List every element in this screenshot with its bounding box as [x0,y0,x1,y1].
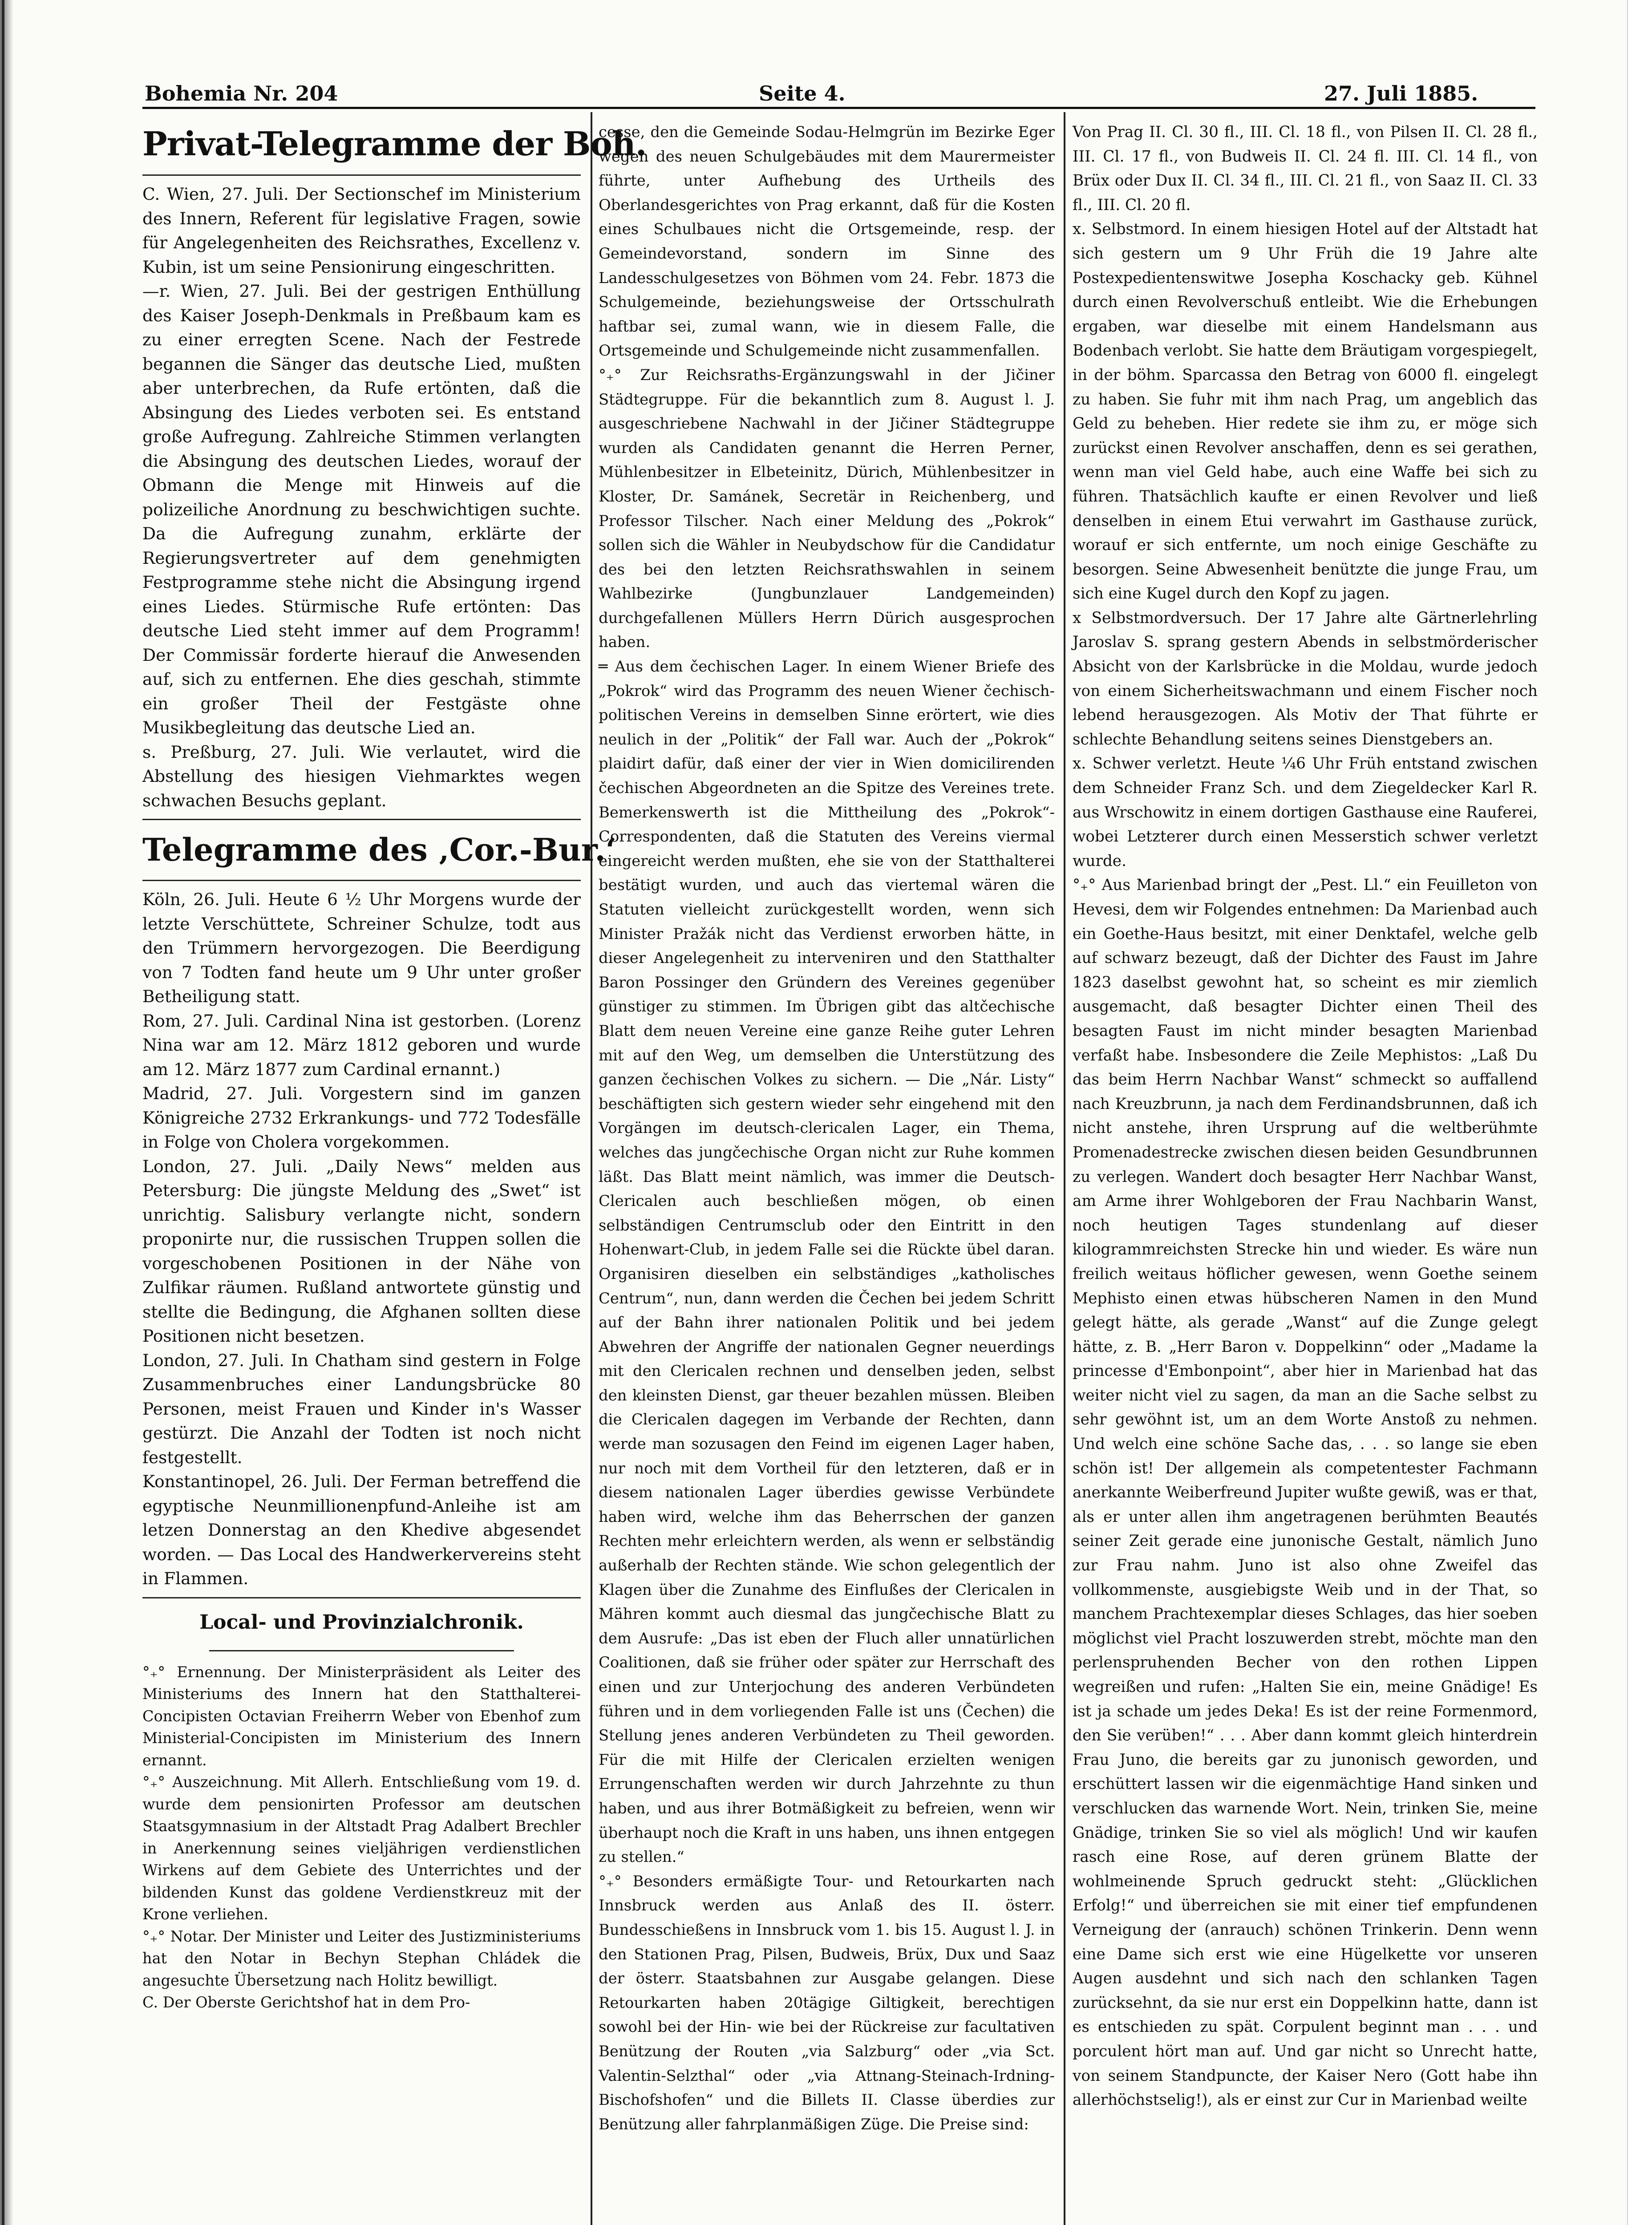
article-selbstmord: x. Selbstmord. In einem hiesigen Hotel auf der Altstadt hat sich gestern um 9 Uhr Früh die 19 Jahre alte Postexpedientenswitwe Josepha Koschacky geb. Kühnel durch einen Revolverschuß entleibt. Wie die Erhebungen ergaben, war dieselbe mit einem Handelsmann aus Bodenbach verlobt. Sie hatte dem Bräutigam vorgespiegelt, in der böhm. Sparcassa den Betrag von 6000 fl. eingelegt zu haben. Sie fuhr mit ihm nach Prag, um angeblich das Geld zu beheben. Hier redete sie ihm zu, er möge sich zurückst einen Revolver anschaffen, denn es sei gerathen, wenn man viel Geld habe, auch eine Waffe bei sich zu führen. Thatsächlich kaufte er einen Revolver und ließ denselben in einem Etui verwahrt im Gasthause zurück, worauf er sich entfernte, um noch einige Geschäfte zu besorgen. Seine Abwesenheit benützte die junge Frau, um sich eine Kugel durch den Kopf zu jagen. [1073,220,1538,603]
article-vienna-sectionschef: C. Wien, 27. Juli. Der Sectionschef im Ministerium des Innern, Referent für legislative Fragen, sowie für Angelegenheiten des Reichsrathes, Excellenz v. Kubin, ist um seine Pensionirung eingeschritten. [142,184,581,277]
telegram-madrid: Madrid, 27. Juli. Vorgestern sind im ganzen Königreiche 2732 Erkrankungs- und 772 Todesfälle in Folge von Cholera vorgekommen. [142,1084,581,1152]
column-divider-1 [591,112,592,2225]
page-header [142,78,1535,109]
page-number: Seite 4. [759,81,846,105]
section-divider-short [209,1650,514,1651]
column-2 [599,120,1055,2225]
local-oberster-gerichtshof: C. Der Oberste Gerichtshof hat in dem Pro- [142,1994,470,2011]
column-divider-2 [1064,112,1065,2225]
telegram-london-2: London, 27. Juli. In Chatham sind gestern in Folge Zusammenbruches einer Landungsbrücke 80 Personen, meist Frauen und Kinder in's Wasser gestürzt. Die Anzahl der Todten ist noch nicht festgestellt. [142,1350,581,1467]
ticket-prices: Von Prag II. Cl. 30 fl., III. Cl. 18 fl., von Pilsen II. Cl. 28 fl., III. Cl. 17 fl., von Budweis II. Cl. 24 fl. III. Cl. 14 fl., von Brüx oder Dux II. Cl. 34 fl., III. Cl. 21 fl., von Saaz II. Cl. 33 fl., III. Cl. 20 fl. [1073,123,1538,214]
column-1 [142,120,647,2225]
section-title-private-telegrams: Privat-Telegramme der Boh. [142,125,647,163]
column-3 [1073,120,1538,2225]
article-reichsrath-wahl: °₊° Zur Reichsraths-Ergänzungswahl in der Jičiner Städtegruppe. Für die bekanntlich zum 8. August l. J. ausgeschriebene Nachwahl in der Jičiner Städtegruppe wurden als Candidaten genannt die Herren Perner, Mühlenbesitzer in Elbeteinitz, Dürich, Mühlenbesitzer in Kloster, Dr. Samánek, Secretär in Reichenberg, und Professor Tilscher. Nach einer Meldung des „Pokrok“ sollen sich die Wähler in Neubydschow für die Candidatur des bei den letzten Reichsrathswahlen in seinem Wahlbezirke (Jungbunzlauer Landgemeinden) durchgefallenen Müllers Herrn Dürich ausgesprochen haben. [599,366,1055,651]
telegram-rom: Rom, 27. Juli. Cardinal Nina ist gestorben. (Lorenz Nina war am 12. März 1812 geboren und wurde am 12. März 1877 zum Cardinal ernannt.) [142,1011,581,1079]
local-auszeichnung: °₊° Auszeichnung. Mit Allerh. Entschließung vom 19. d. wurde dem pensionirten Professor am deutschen Staatsgymnasium in der Altstadt Prag Adalbert Brechler in Anerkennung seines vieljährigen verdienstlichen Wirkens auf dem Gebiete des Unterrichtes und der bildenden Kunst das goldene Verdienstkreuz mit der Krone verliehen. [142,1773,581,1923]
local-notar: °₊° Notar. Der Minister und Leiter des Justizministeriums hat den Notar in Bechyn Stephan Chládek die angesuchte Übersetzung nach Holitz bewilligt. [142,1927,581,1989]
article-czech-camp: ═ Aus dem čechischen Lager. In einem Wiener Briefe des „Pokrok“ wird das Programm des neuen Wiener čechisch-politischen Vereins in demselben Sinne erörtert, wie dies neulich in der „Politik“ der Fall war. Auch der „Pokrok“ plaidirt dafür, daß einer der vier in Wien domicilirenden čechischen Abgeordneten an die Spitze des Vereines trete. Bemerkenswerth ist die Mittheilung des „Pokrok“-Correspondenten, daß die Statuten des Vereins viermal eingereicht werden mußten, ehe sie von der Statthalterei bestätigt wurden, und auch das viertemal wären die Statuten vielleicht zurückgestellt worden, wenn sich Minister Pražák nicht das Verdienst erworben hätte, in dieser Angelegenheit zu interveniren und den Statthalter Baron Possinger den Gründern des Vereines gegenüber günstiger zu stimmen. Im Übrigen gibt das altčechische Blatt dem neuen Vereine eine ganze Reihe guter Lehren mit auf den Weg, um demselben die Unterstützung des ganzen čechischen Volkes zu sichern. — Die „Nár. Listy“ beschäftigten sich gestern wieder sehr eingehend mit den Vorgängen im deutsch-clericalen Lager, ein Thema, welches das jungčechische Organ nicht zur Ruhe kommen läßt. Das Blatt meint nämlich, was immer die Deutsch-Clericalen auch beschließen mögen, ob einen selbständigen Centrumsclub oder den Eintritt in den Hohenwart-Club, in jedem Falle sei die Rückte übel daran. Organisiren dieselben ein selbständiges „katholisches Centrum“, nun, dann werden die Čechen bei jedem Schritt auf der Bahn ihrer nationalen Politik und bei jedem Abwehren der Angriffe der nationalen Gegner neuerdings mit den Clericalen rechnen und denselben jeden, selbst den kleinsten Dienst, gar theuer bezahlen müssen. Bleiben die Clericalen dagegen im Verbande der Rechten, dann werde man sozusagen den Feind im eigenen Lager haben, nur noch mit dem Vortheil für den letzteren, daß er in diesem nationalen Lager überdies gewisse Verbündete haben wird, welche ihm das Beherrschen der ganzen Rechten mehr erleichtern werden, als wenn er selbständig außerhalb der Rechten stände. Wie schon gelegentlich der Klagen über die Zunahme des Einflußes der Clericalen in Mähren kommt auch diesmal das jungčechische Blatt zu dem Ausrufe: „Das ist eben der Fluch aller unnatürlichen Coalitionen, daß sie früher oder später zur Herrschaft des einen und zur Unterjochung des anderen Verbündeten führen und in dem vorliegenden Falle ist uns (Čechen) die Stellung jenes anderen Verbündeten zu Theil geworden. Für die mit Hilfe der Clericalen erzielten wenigen Errungenschaften werden wir durch Jahrzehnte zu thun haben, und aus ihrer Botmäßigkeit zu befreien, wenn wir überhaupt noch die Kraft in uns haben, uns ihnen entgegen zu stellen.“ [599,658,1055,1866]
article-pressburg: s. Preßburg, 27. Juli. Wie verlautet, wird die Abstellung des hiesigen Viehmarktes wegen schwachen Besuchs geplant. [142,742,581,810]
telegram-koeln: Köln, 26. Juli. Heute 6 ½ Uhr Morgens wurde der letzte Verschüttete, Schreiner Schulze, todt aus den Trümmern hervorgezogen. Die Beerdigung von 7 Todten fand heute um 9 Uhr unter großer Betheiligung statt. [142,890,581,1006]
local-ernennung: °₊° Ernennung. Der Ministerpräsident als Leiter des Ministeriums des Innern hat den Statthalterei-Concipisten Octavian Freiherrn Weber von Ebenhof zum Ministerial-Concipisten im Ministerium des Innern ernannt. [142,1663,581,1769]
article-schulgemeinde: cesse, den die Gemeinde Sodau-Helmgrün im Bezirke Eger wegen des neuen Schulgebäudes mit dem Maurermeister führte, unter Aufhebung des Urtheils des Oberlandesgerichtes von Prag erkannt, daß für die Kosten eines Schulbaues nicht die Ortsgemeinde, resp. der Gemeindevorstand, sondern im Sinne des Landesschulgesetzes von Böhmen vom 24. Febr. 1873 die Schulgemeinde, beziehungsweise der Ortsschulrath haftbar sei, zumal wann, wie in diesem Falle, die Ortsgemeinde und Schulgemeinde nicht zusammenfallen. [599,123,1055,360]
article-marienbad: °₊° Aus Marienbad bringt der „Pest. Ll.“ ein Feuilleton von Hevesi, dem wir Folgendes entnehmen: Da Marienbad auch ein Goethe-Haus besitzt, mit einer Denktafel, welche gelb auf schwarz bezeugt, daß der Dichter des Faust im Jahre 1823 daselbst gewohnt hat, so scheint es mir ziemlich ausgemacht, daß besagter Dichter einen Theil des besagten Faust im nicht minder besagten Marienbad verfaßt habe. Insbesondere die Zeile Mephistos: „Laß Du das beim Herrn Nachbar Wanst“ schmeckt so auffallend nach Kreuzbrunn, ja nach dem Ferdinandsbrunnen, daß ich nicht anstehe, ihren Ursprung auf die weltberühmte Promenadestrecke zwischen diesen beiden Gesundbrunnen zu verlegen. Wandert doch besagter Herr Nachbar Wanst, am Arme ihrer Wohlgeboren der Frau Nachbarin Wanst, noch heutigen Tages stundenlang auf dieser kilogrammreichsten Strecke hin und wieder. Es wäre nun freilich weitaus höflicher gewesen, wenn Goethe seinem Mephisto einen etwas hübscheren Namen in den Mund gelegt hätte, als gerade „Wanst“ auf die Zunge gelegt hätte, z. B. „Herr Baron v. Doppelkinn“ oder „Madame la princesse d'Embonpoint“, aber hier in Marienbad hat das weiter nicht viel zu sagen, da man an die Sache selbst zu sehr gewöhnt ist, um an dem Worte Anstoß zu nehmen. Und welch eine schöne Sache das, . . . so lange sie eben schön ist! Der allgemein als competentester Fachmann anerkannte Weiberfreund Jupiter wußte gewiß, was er that, als er unter allen ihm angetragenen berühmten Beautés seiner Zeit gerade eine junonische Gestalt, nämlich Juno zur Frau nahm. Juno ist also ohne Zweifel das vollkommenste, ausgiebigste Weib und in der That, so manchem Prachtexemplar dieses Schlages, das hier soeben möglichst viel Pracht loszuwerden strebt, möchte man den perlenspruhenden Becher von den rothen Lippen wegreißen und rufen: „Halten Sie ein, meine Gnädige! Es ist ja schade um jedes Deka! Es ist der reine Formenmord, den Sie verüben!“ . . . Aber dann kommt gleich hinterdrein Frau Juno, die bereits gar zu junonisch geworden, und erschüttert lassen wir die eigenmächtige Hand sinken und verschlucken das warnende Wort. Nein, trinken Sie, meine Gnädige, trinken Sie so viel als möglich! Und wir kaufen rasch eine Rose, auf deren grünem Blatte der wohlmeinende Spruch gedruckt steht: „Glücklichen Erfolg!“ und überreichen sie mit einer tief empfundenen Verneigung der (anrauch) schönen Trinkerin. Denn wenn eine Dame sich erst wie eine Hügelkette vor unseren Augen ausdehnt und sich nach den schlanken Tagen zurücksehnt, da sie nur erst ein Doppelkinn hatte, dann ist es entschieden zu spät. Corpulent beginnt man . . . und porculent hört man auf. Und gar nicht so Unrecht hatte, von seinem Standpuncte, der Kaiser Nero (Gott habe ihn allerhöchstselig!), als er einst zur Cur in Marienbad weilte [1073,876,1538,2109]
section-divider [142,880,581,881]
telegram-london-1: London, 27. Juli. „Daily News“ melden aus Petersburg: Die jüngste Meldung des „Swet“ ist unrichtig. Salisbury verlangte nicht, sondern proponirte nur, die russischen Truppen sollen die vorgeschobenen Positionen in der Nähe von Zulfikar räumen. Rußland antwortete günstig und stellte die Bedingung, die Afghanen sollten diese Positionen nicht besetzen. [142,1156,581,1346]
paper-number: Bohemia Nr. 204 [145,81,338,105]
article-innsbruck-tickets: °₊° Besonders ermäßigte Tour- und Retourkarten nach Innsbruck werden aus Anlaß des II. österr. Bundesschießens in Innsbruck vom 1. bis 15. August l. J. in den Stationen Prag, Pilsen, Budweis, Brüx, Dux und Saaz der österr. Staatsbahnen zur Ausgabe gelangen. Diese Retourkarten haben 20tägige Giltigkeit, berechtigen sowohl bei der Hin- wie bei der Rückreise zur facultativen Benützung der Routen „via Salzburg“ oder „via Sct. Valentin-Selzthal“ oder „via Attnang-Steinach-Irdning-Bischofshofen“ und die Billets II. Classe überdies zur Benützung aller fahrplanmäßigen Züge. Die Preise sind: [599,1872,1055,2133]
article-schwer-verletzt: x. Schwer verletzt. Heute ¼6 Uhr Früh entstand zwischen dem Schneider Franz Sch. und dem Ziegeldecker Karl R. aus Wrschowitz in einem dortigen Gasthause eine Rauferei, wobei Letzterer durch einen Messerstich schwer verletzt wurde. [1073,755,1538,870]
section-title-cor-bur: Telegramme des ‚Cor.-Bur.‘ [142,831,617,868]
section-divider [142,819,581,820]
section-divider [142,1597,581,1598]
section-divider [142,174,581,176]
article-selbstmordversuch: x Selbstmordversuch. Der 17 Jahre alte Gärtnerlehrling Jaroslav S. sprang gestern Abends in selbstmörderischer Absicht von der Karlsbrücke in die Moldau, wurde jedoch von einem Sicherheitswachmann und einem Fischer noch lebend herausgezogen. Als Motiv der That führte er schlechte Behandlung seitens seines Dienstgebers an. [1073,609,1538,748]
article-vienna-denkmal: —r. Wien, 27. Juli. Bei der gestrigen Enthüllung des Kaiser Joseph-Denkmals in Preßbaum kam es zu einer erregten Scene. Nach der Festrede begannen die Sänger das deutsche Lied, mußten aber unterbrechen, da Rufe ertönten, daß die Absingung des Liedes verboten sei. Es entstand große Aufregung. Zahlreiche Stimmen verlangten die Absingung des deutschen Liedes, worauf der Obmann die Menge mit Hinweis auf die polizeiliche Anordnung zu beschwichtigen suchte. Da die Aufregung zunahm, erklärte der Regierungsvertreter auf dem genehmigten Festprogramme stehe nicht die Absingung irgend eines Liedes. Stürmische Rufe ertönten: Das deutsche Lied steht immer auf dem Programm! Der Commissär forderte hierauf die Anwesenden auf, sich zu entfernen. Ehe dies geschah, stimmte ein großer Theil der Festgäste ohne Musikbegleitung das deutsche Lied an. [142,281,581,737]
issue-date: 27. Juli 1885. [1324,81,1478,105]
section-title-local-chronicle: Local- und Provinzialchronik. [199,1610,524,1634]
telegram-konstantinopel: Konstantinopel, 26. Juli. Der Ferman betreffend die egyptische Neunmillionenpfund-Anleihe ist am letzen Donnerstag an den Khedive abgesendet worden. — Das Local des Handwerkervereins steht in Flammen. [142,1472,581,1588]
header-rule [142,107,1535,109]
